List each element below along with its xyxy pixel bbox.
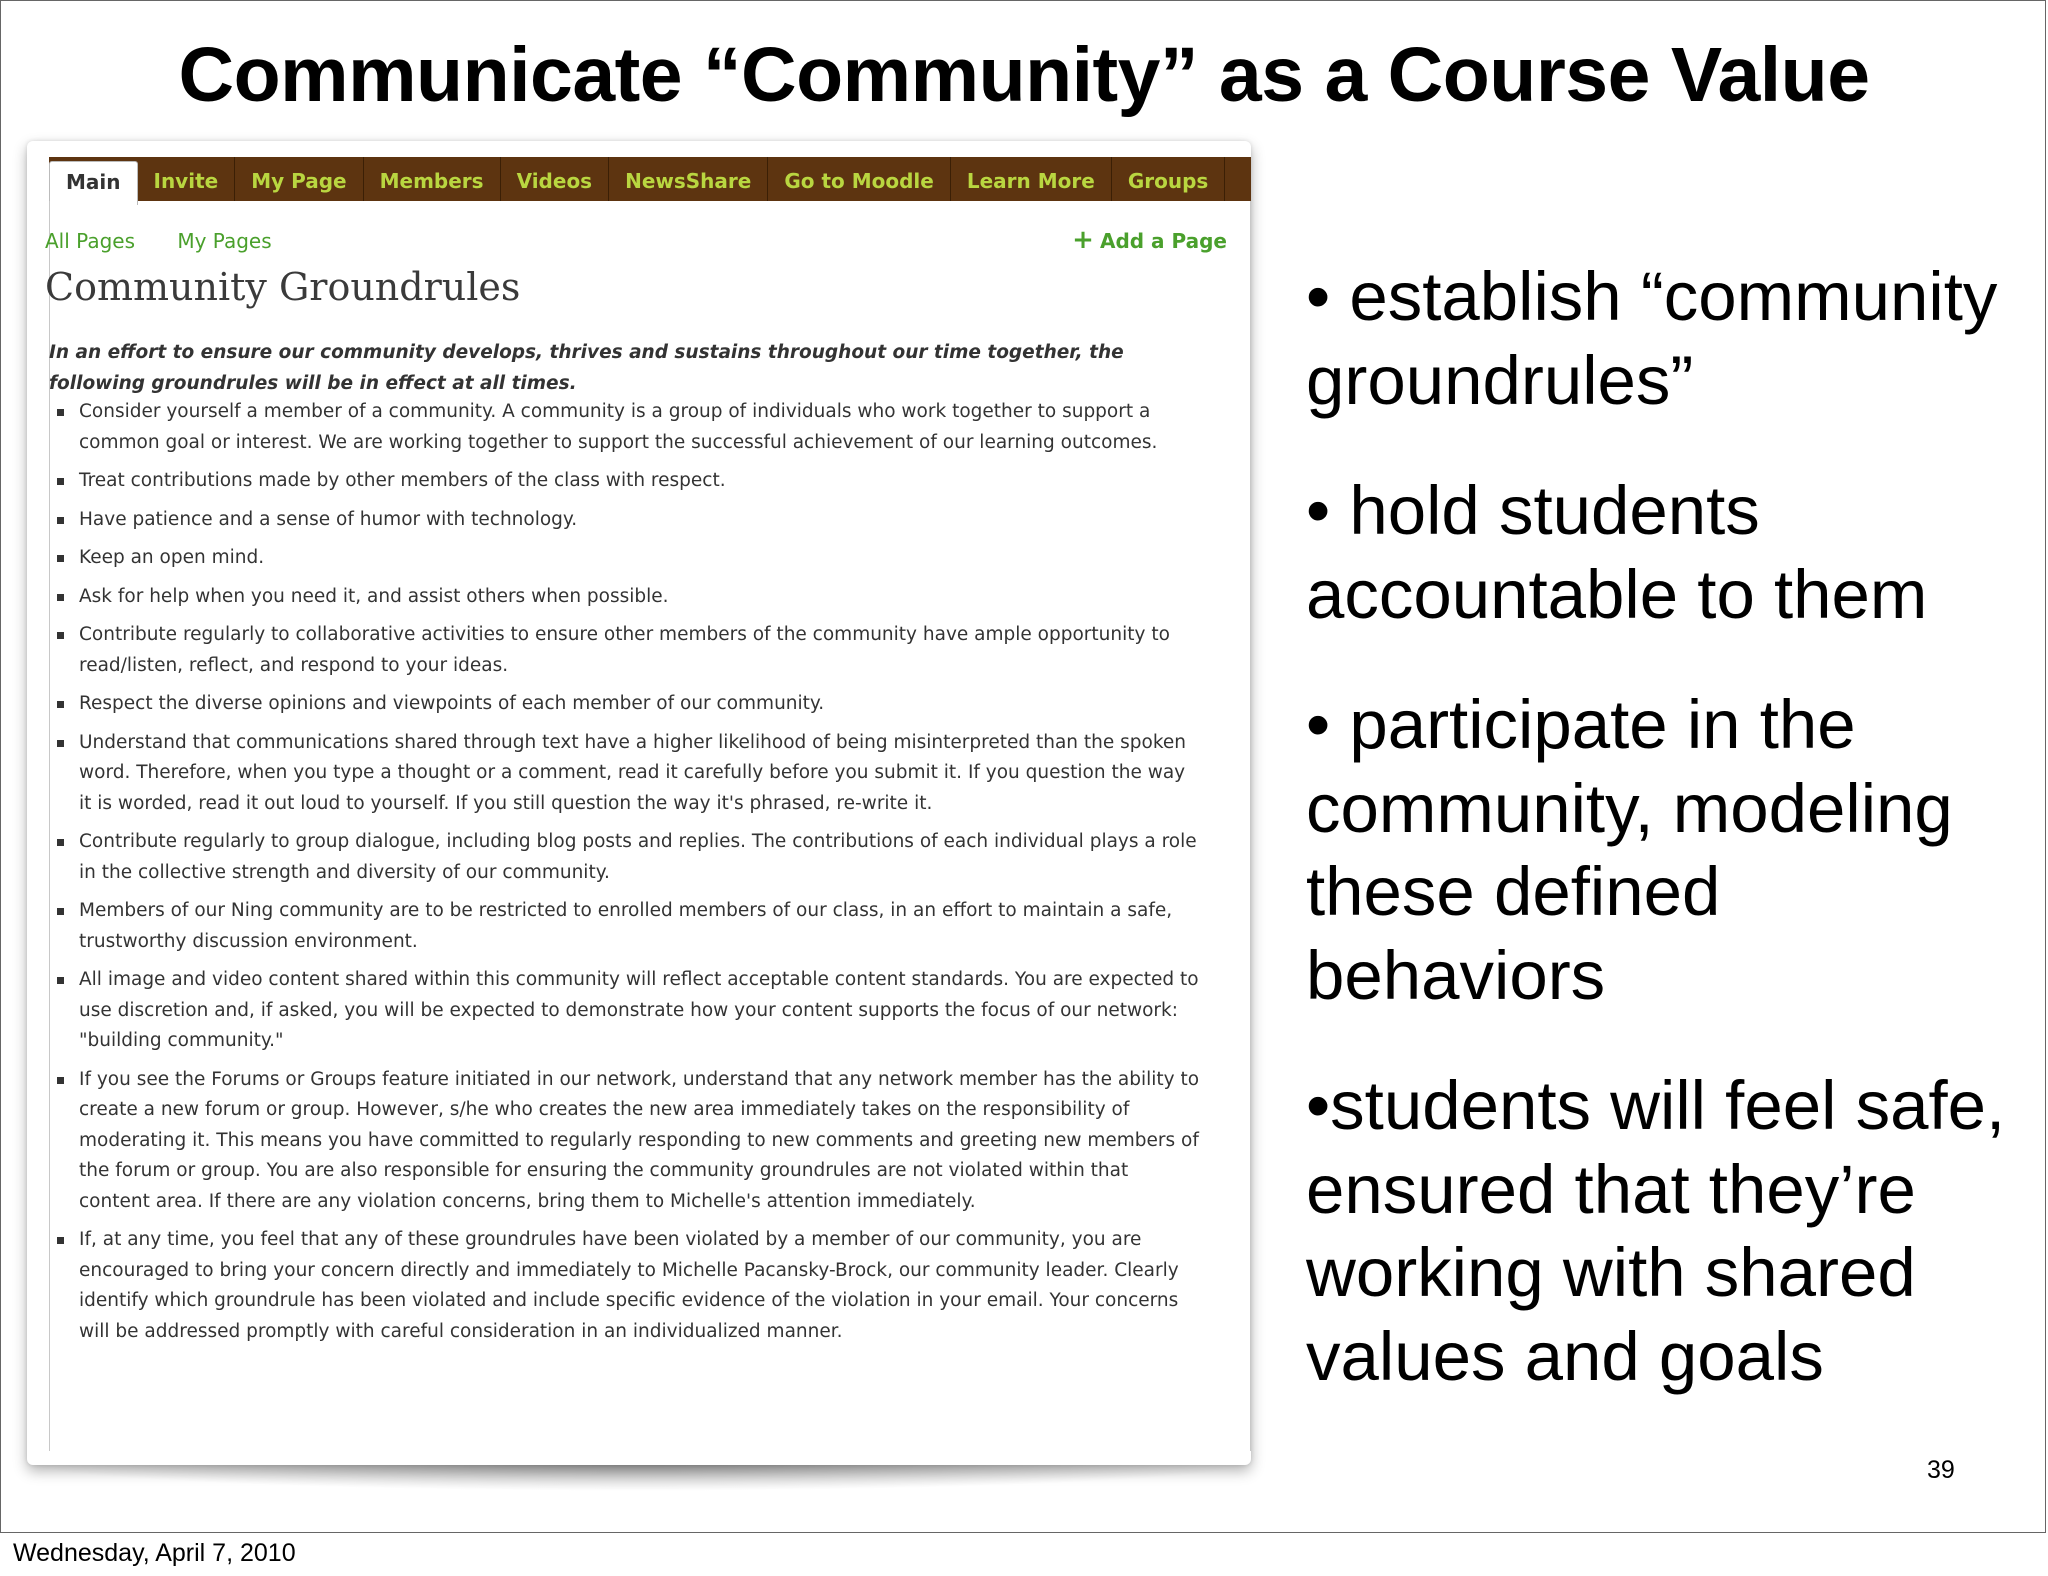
list-item (51, 1065, 1201, 1218)
tab-go-to-moodle[interactable]: Go to Moodle (768, 157, 951, 201)
subnav (45, 229, 308, 253)
rule-text: Have patience and a sense of humor with technology. (79, 508, 578, 530)
bullet-icon (57, 701, 64, 708)
bullet-icon (57, 632, 64, 639)
list-item (51, 543, 1201, 574)
list-item (51, 728, 1201, 820)
tab-main[interactable]: Main (49, 161, 138, 205)
rule-text: Treat contributions made by other members of the class with respect. (79, 470, 726, 491)
all-pages-link[interactable]: All Pages (45, 229, 135, 253)
rule-text: Understand that communications shared through text have a higher likelihood of being misinterpreted than the spoken word. Therefore, when you type a thought or a comment, read it carefully before you submit it. If you question the way it is worded, read it out loud to yourself. If you still question the way it's phrased, re-write it. (79, 731, 1186, 814)
tab-videos[interactable]: Videos (501, 157, 610, 201)
tab-bar (49, 157, 1251, 201)
list-item (51, 965, 1201, 1057)
plus-icon: + (1072, 225, 1094, 255)
tab-learn-more[interactable]: Learn More (951, 157, 1112, 201)
list-item (51, 582, 1201, 613)
list-item (51, 827, 1201, 888)
list-item (51, 620, 1201, 681)
tab-newsshare[interactable]: NewsShare (609, 157, 768, 201)
bullet-icon (57, 409, 64, 416)
bullet-icon (57, 1077, 64, 1084)
bullet-hold-accountable: • hold students accountable to them (1306, 472, 1928, 633)
rule-text: If, at any time, you feel that any of these groundrules have been violated by a member of our community, you are encouraged to bring your concern directly and immediately to Michelle Pacansky-Brock, our community leader. Clearly identify which groundrule has been violated and include specific evidence of the violation in your email. Your concerns will be addressed promptly with careful consideration in an individualized manner. (79, 1229, 1179, 1342)
rule-text: Contribute regularly to group dialogue, including blog posts and replies. The contributions of each individual plays a role in the collective strength and diversity of our community. (79, 831, 1197, 883)
list-item (51, 397, 1201, 458)
bullet-icon (57, 977, 64, 984)
bullet-icon (57, 908, 64, 915)
tab-groups[interactable]: Groups (1112, 157, 1225, 201)
add-page-link[interactable] (1072, 225, 1227, 255)
bullet-icon (57, 478, 64, 485)
list-item (51, 1225, 1201, 1347)
bullet-icon (57, 740, 64, 747)
tab-invite[interactable]: Invite (138, 157, 236, 201)
rule-text: All image and video content shared within this community will reflect acceptable content standards. You are expected to use discretion and, if asked, you will be expected to demonstrate how your content supports the focus of our network: "building community." (79, 969, 1199, 1051)
list-item (51, 505, 1201, 536)
bullet-icon (57, 1237, 64, 1244)
screenshot-shadow (23, 1463, 1255, 1491)
rule-text: Consider yourself a member of a community. A community is a group of individuals who work together to support a common goal or interest. We are working together to support the successful achievement of our learning outcomes. (79, 401, 1158, 453)
page-number: 39 (1927, 1456, 1955, 1484)
list-item (51, 466, 1201, 497)
rule-text: If you see the Forums or Groups feature initiated in our network, understand that any network member has the ability to create a new forum or group. However, s/he who creates the new area immediately takes on the responsibility of moderating it. This means you have committed to regularly responding to new comments and greeting new members of the forum or group. You are also responsible for ensuring the community groundrules are not violated within that content area. If there are any violation concerns, bring them to Michelle's attention immediately. (79, 1068, 1200, 1212)
bullet-feel-safe: •students will feel safe, ensured that they’re working with shared values and goals (1306, 1067, 2006, 1395)
bullet-icon (57, 594, 64, 601)
rule-text: Ask for help when you need it, and assist others when possible. (79, 585, 669, 607)
tab-members[interactable]: Members (364, 157, 501, 201)
groundrules-list (51, 397, 1201, 1355)
intro-text: In an effort to ensure our community develops, thrives and sustains throughout our time together, the following groundrules will be in effect at all times. (49, 342, 1124, 394)
bullet-icon (57, 517, 64, 524)
rule-text: Members of our Ning community are to be restricted to enrolled members of our class, in an effort to maintain a safe, trustworthy discussion environment. (79, 900, 1173, 952)
bullet-icon (57, 555, 64, 562)
add-page-label: Add a Page (1099, 229, 1227, 253)
footer-date: Wednesday, April 7, 2010 (13, 1539, 296, 1567)
bullet-icon (57, 839, 64, 846)
list-item (51, 896, 1201, 957)
list-item (51, 689, 1201, 720)
rule-text: Contribute regularly to collaborative activities to ensure other members of the community have ample opportunity to read/listen, reflect, and respond to your ideas. (79, 624, 1170, 676)
tab-my-page[interactable]: My Page (235, 157, 363, 201)
bullet-establish-groundrules: • establish “community groundrules” (1306, 258, 1998, 419)
bullet-participate: • participate in the community, modeling these defined behaviors (1306, 686, 1953, 1014)
page-title: Community Groundrules (45, 265, 521, 309)
screenshot-panel (27, 141, 1251, 1465)
rule-text: Respect the diverse opinions and viewpoints of each member of our community. (79, 693, 825, 714)
slide-title: Communicate “Community” as a Course Value (178, 32, 1870, 118)
rule-text: Keep an open mind. (79, 547, 265, 568)
my-pages-link[interactable]: My Pages (177, 229, 272, 253)
slide-bullets (1306, 255, 2026, 1445)
